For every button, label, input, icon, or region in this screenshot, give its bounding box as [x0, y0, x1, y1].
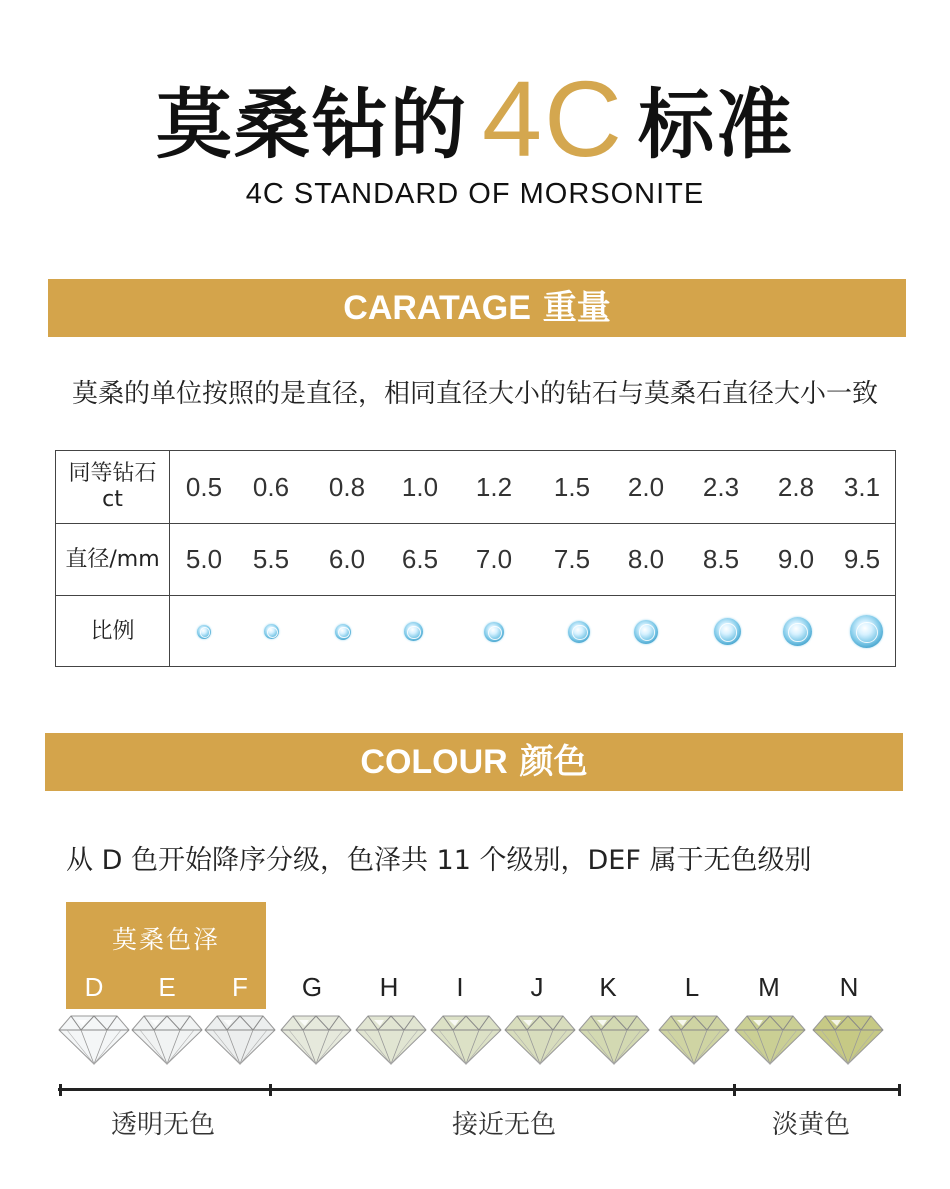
ct-cell: 1.5 [553, 471, 591, 502]
diamond-icon [404, 622, 423, 641]
diamond-icon [733, 1012, 807, 1066]
mm-cell: 9.5 [843, 544, 881, 574]
grade-letter: H [379, 972, 399, 1002]
ct-cell: 0.8 [328, 471, 366, 502]
mm-cell: 6.5 [401, 544, 439, 574]
mm-cell: 7.0 [475, 544, 513, 574]
mm-cell: 8.5 [702, 544, 740, 574]
mm-cell: 7.5 [553, 544, 591, 574]
ct-cell: 2.0 [627, 471, 665, 502]
scale-tick [269, 1084, 272, 1096]
diamond-icon [203, 1012, 277, 1066]
ct-cell: 2.3 [702, 471, 740, 502]
grade-letter: L [684, 972, 700, 1002]
diamond-icon [130, 1012, 204, 1066]
ct-cell: 3.1 [843, 471, 881, 502]
scale-tick [733, 1084, 736, 1096]
scale-line [58, 1088, 901, 1091]
caratage-banner-cn: 重量 [542, 288, 611, 328]
diamond-icon [354, 1012, 428, 1066]
mm-cell: 5.0 [185, 544, 223, 574]
diamond-icon [783, 617, 812, 646]
ct-row [56, 451, 895, 523]
ct-cell: 2.8 [777, 471, 815, 502]
page-title [0, 56, 950, 179]
mm-row-header: 直径/mm [56, 524, 170, 595]
diamond-icon [714, 618, 741, 645]
ct-cell: 1.0 [401, 471, 439, 502]
diamond-icon [657, 1012, 731, 1066]
scale-label-light-yellow: 淡黄色 [772, 1110, 851, 1140]
diamond-icon [279, 1012, 353, 1066]
mm-cell: 8.0 [627, 544, 665, 574]
diamond-icon [484, 622, 504, 642]
colour-banner [45, 733, 903, 791]
grade-letter: E [158, 972, 176, 1002]
moissanite-colour-label: 莫桑色泽 [111, 925, 220, 954]
colour-banner-en: COLOUR [360, 743, 508, 781]
ct-cell: 0.6 [252, 471, 290, 502]
title-highlight: 4C [481, 58, 625, 179]
diamond-icon [57, 1012, 131, 1066]
diamond-icon [568, 621, 590, 643]
ct-cell: 0.5 [185, 471, 223, 502]
page-subtitle: 4C STANDARD OF MORSONITE [245, 178, 705, 210]
mm-row [56, 523, 895, 595]
mm-cell: 9.0 [777, 544, 815, 574]
grade-letter: J [530, 972, 544, 1002]
mm-cell: 6.0 [328, 544, 366, 574]
diamond-icon [429, 1012, 503, 1066]
scale-label-colourless: 透明无色 [111, 1110, 216, 1140]
scale-label-near-colourless: 接近无色 [452, 1110, 557, 1140]
colour-description: 从 D 色开始降序分级，色泽共 11 个级别，DEF 属于无色级别 [66, 845, 812, 876]
caratage-banner-en: CARATAGE [343, 289, 531, 327]
caratage-description: 莫桑的单位按照的是直径，相同直径大小的钻石与莫桑石直径大小一致 [71, 379, 878, 409]
caratage-table [55, 450, 896, 667]
diamond-icon [503, 1012, 577, 1066]
diamond-icon [335, 624, 351, 640]
title-prefix: 莫桑钻的 [155, 80, 468, 169]
ct-row-header-line2: ct [102, 487, 123, 512]
scale-tick [59, 1084, 62, 1096]
scale-row-header: 比例 [56, 596, 170, 667]
mm-cell: 5.5 [252, 544, 290, 574]
colour-banner-cn: 颜色 [519, 742, 588, 782]
title-suffix: 标准 [638, 80, 795, 169]
scale-tick [898, 1084, 901, 1096]
diamond-icon [577, 1012, 651, 1066]
diamond-icon [264, 624, 279, 639]
diamond-icon [811, 1012, 885, 1066]
ct-cell: 1.2 [475, 471, 513, 502]
ct-row-header-line1: 同等钻石 [68, 461, 157, 486]
grade-letter: M [758, 972, 780, 1002]
grade-letter: N [839, 972, 859, 1002]
grade-letter: I [456, 972, 464, 1002]
grade-letter: F [232, 972, 248, 1002]
grade-letter: G [301, 972, 323, 1002]
colour-scale-bar [58, 1084, 901, 1098]
scale-row [56, 595, 895, 667]
grade-letter: D [84, 972, 104, 1002]
diamond-icon [634, 620, 658, 644]
ct-row-header [56, 451, 170, 523]
grade-letter: K [599, 972, 617, 1002]
diamond-icon [850, 615, 883, 648]
diamond-icon [197, 625, 211, 639]
caratage-banner [48, 279, 906, 337]
